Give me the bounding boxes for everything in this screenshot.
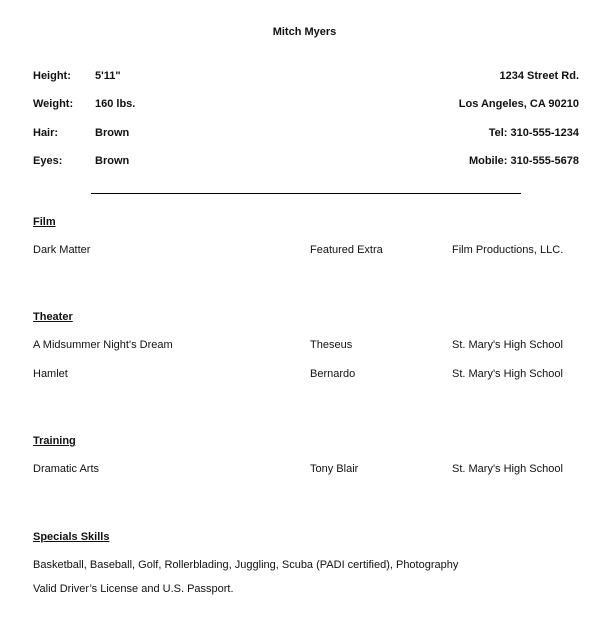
stat-value-height: 5'11" <box>95 70 121 82</box>
section-heading-film: Film <box>33 216 56 228</box>
stat-label-weight: Weight: <box>33 98 74 110</box>
credit-role: Theseus <box>310 339 353 351</box>
stat-value-hair: Brown <box>95 127 130 139</box>
credit-title: A Midsummer Night's Dream <box>33 339 173 351</box>
contact-tel: Tel: 310-555-1234 <box>488 127 579 139</box>
credit-role: Bernardo <box>310 368 356 380</box>
stat-label-hair: Hair: <box>33 127 59 139</box>
divider <box>91 193 521 194</box>
training-subject: Dramatic Arts <box>33 463 100 475</box>
credit-company: St. Mary's High School <box>452 339 563 351</box>
credit-company: St. Mary's High School <box>452 368 563 380</box>
training-school: St. Mary's High School <box>452 463 563 475</box>
credit-company: Film Productions, LLC. <box>452 244 564 256</box>
contact-city: Los Angeles, CA 90210 <box>458 98 579 110</box>
training-teacher: Tony Blair <box>310 463 359 475</box>
section-heading-skills: Specials Skills <box>33 531 110 543</box>
credit-title: Hamlet <box>33 368 68 380</box>
stat-label-eyes: Eyes: <box>33 155 63 167</box>
resume-name: Mitch Myers <box>272 26 337 38</box>
skills-line: Valid Driver’s License and U.S. Passport. <box>33 583 234 595</box>
contact-address: 1234 Street Rd. <box>499 70 579 82</box>
stat-value-eyes: Brown <box>95 155 130 167</box>
contact-mobile: Mobile: 310-555-5678 <box>468 155 579 167</box>
credit-title: Dark Matter <box>33 244 91 256</box>
stat-label-height: Height: <box>33 70 71 82</box>
section-heading-training: Training <box>33 435 76 447</box>
stat-value-weight: 160 lbs. <box>95 98 136 110</box>
credit-role: Featured Extra <box>310 244 383 256</box>
section-heading-theater: Theater <box>33 311 73 323</box>
skills-line: Basketball, Baseball, Golf, Rollerblading, Juggling, Scuba (PADI certified), Photography <box>33 559 459 571</box>
